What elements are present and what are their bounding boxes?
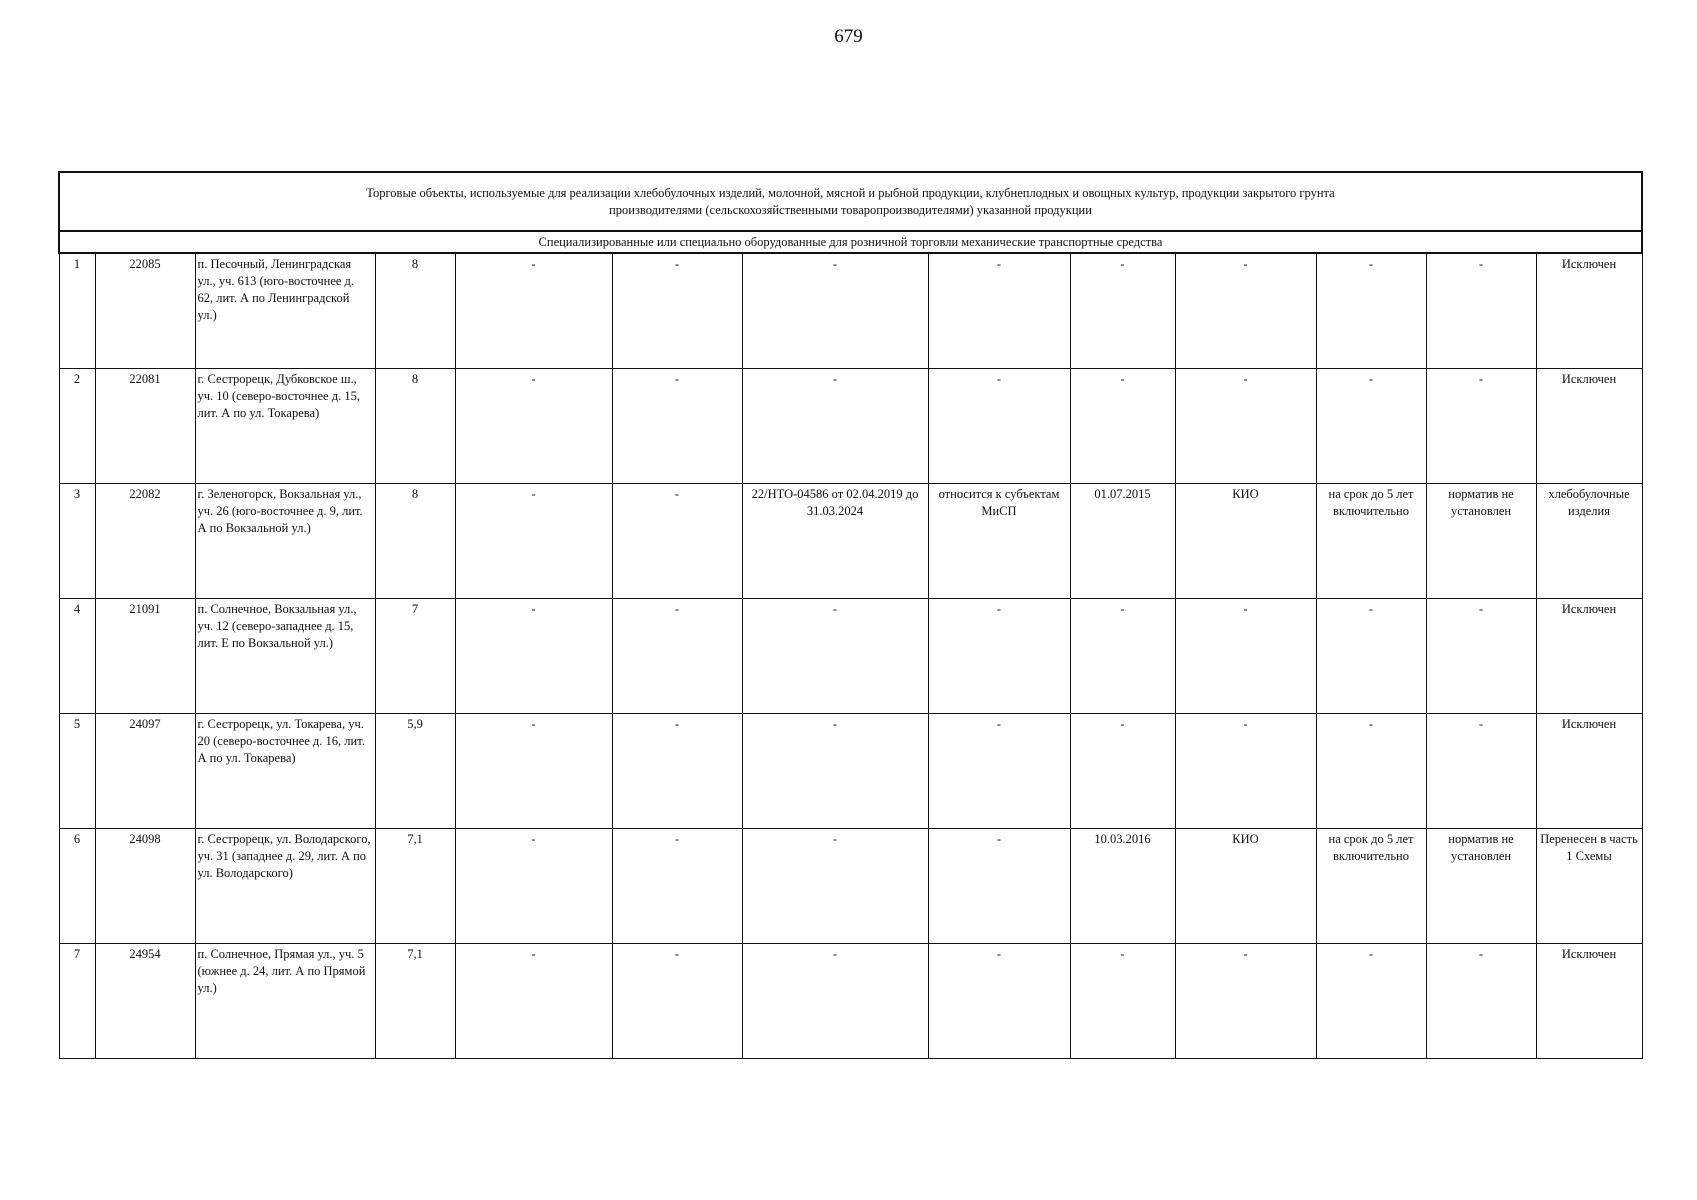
- table-row: [59, 484, 1642, 599]
- address-cell: г. Сестрорецк, ул. Володарского, уч. 31 (западнее д. 29, лит. А по ул. Володарского): [195, 829, 375, 944]
- trade-objects-table: [58, 171, 1643, 1059]
- normative-cell: -: [1426, 599, 1536, 714]
- object-id-cell: 24098: [95, 829, 195, 944]
- contract-cell: -: [742, 829, 928, 944]
- authority-cell: -: [1175, 369, 1316, 484]
- authority-cell: -: [1175, 599, 1316, 714]
- term-cell: -: [1316, 253, 1426, 369]
- contract-cell: 22/НТО-04586 от 02.04.2019 до 31.03.2024: [742, 484, 928, 599]
- status-cell: Исключен: [1536, 369, 1642, 484]
- address-cell: п. Солнечное, Прямая ул., уч. 5 (южнее д. 24, лит. А по Прямой ул.): [195, 944, 375, 1059]
- table-row: [59, 369, 1642, 484]
- row-number-cell: 1: [59, 253, 95, 369]
- msp-status-cell: -: [928, 369, 1070, 484]
- object-id-cell: 24097: [95, 714, 195, 829]
- column-5-cell: -: [455, 484, 612, 599]
- column-6-cell: -: [612, 599, 742, 714]
- status-cell: Исключен: [1536, 253, 1642, 369]
- normative-cell: норматив не установлен: [1426, 484, 1536, 599]
- table-title-line-1: Торговые объекты, используемые для реализации хлебобулочных изделий, молочной, мясной и рыбной продукции, клубнеплодных и овощных культур, продукции закрытого грунта: [366, 185, 1335, 200]
- row-number-cell: 7: [59, 944, 95, 1059]
- area-cell: 5,9: [375, 714, 455, 829]
- area-cell: 8: [375, 369, 455, 484]
- area-cell: 8: [375, 253, 455, 369]
- column-6-cell: -: [612, 944, 742, 1059]
- table-row: [59, 599, 1642, 714]
- msp-status-cell: -: [928, 599, 1070, 714]
- table-row: [59, 714, 1642, 829]
- area-cell: 8: [375, 484, 455, 599]
- address-cell: п. Солнечное, Вокзальная ул., уч. 12 (северо-западнее д. 15, лит. Е по Вокзальной ул.): [195, 599, 375, 714]
- normative-cell: -: [1426, 369, 1536, 484]
- object-id-cell: 22081: [95, 369, 195, 484]
- object-id-cell: 24954: [95, 944, 195, 1059]
- date-cell: 10.03.2016: [1070, 829, 1175, 944]
- column-5-cell: -: [455, 253, 612, 369]
- contract-cell: -: [742, 369, 928, 484]
- date-cell: -: [1070, 369, 1175, 484]
- term-cell: на срок до 5 лет включительно: [1316, 484, 1426, 599]
- column-5-cell: -: [455, 829, 612, 944]
- date-cell: 01.07.2015: [1070, 484, 1175, 599]
- column-6-cell: -: [612, 484, 742, 599]
- status-cell: Исключен: [1536, 714, 1642, 829]
- row-number-cell: 6: [59, 829, 95, 944]
- table-title: [59, 172, 1642, 231]
- address-cell: г. Сестрорецк, ул. Токарева, уч. 20 (северо-восточнее д. 16, лит. А по ул. Токарева): [195, 714, 375, 829]
- row-number-cell: 2: [59, 369, 95, 484]
- msp-status-cell: относится к субъектам МиСП: [928, 484, 1070, 599]
- contract-cell: -: [742, 253, 928, 369]
- column-5-cell: -: [455, 369, 612, 484]
- term-cell: -: [1316, 369, 1426, 484]
- table-row: [59, 253, 1642, 369]
- column-5-cell: -: [455, 599, 612, 714]
- date-cell: -: [1070, 944, 1175, 1059]
- column-6-cell: -: [612, 253, 742, 369]
- date-cell: -: [1070, 599, 1175, 714]
- column-5-cell: -: [455, 944, 612, 1059]
- table-row: [59, 944, 1642, 1059]
- table-subtitle: Специализированные или специально оборудованные для розничной торговли механические транспортные средства: [59, 231, 1642, 253]
- column-5-cell: -: [455, 714, 612, 829]
- authority-cell: -: [1175, 944, 1316, 1059]
- object-id-cell: 21091: [95, 599, 195, 714]
- date-cell: -: [1070, 253, 1175, 369]
- page-number: 679: [834, 26, 863, 47]
- row-number-cell: 5: [59, 714, 95, 829]
- authority-cell: КИО: [1175, 484, 1316, 599]
- table-title-line-2: производителями (сельскохозяйственными товаропроизводителями) указанной продукции: [609, 202, 1092, 217]
- normative-cell: -: [1426, 944, 1536, 1059]
- contract-cell: -: [742, 599, 928, 714]
- address-cell: г. Сестрорецк, Дубковское ш., уч. 10 (северо-восточнее д. 15, лит. А по ул. Токарева): [195, 369, 375, 484]
- area-cell: 7,1: [375, 829, 455, 944]
- status-cell: хлебобулочные изделия: [1536, 484, 1642, 599]
- term-cell: на срок до 5 лет включительно: [1316, 829, 1426, 944]
- object-id-cell: 22085: [95, 253, 195, 369]
- normative-cell: -: [1426, 253, 1536, 369]
- authority-cell: -: [1175, 714, 1316, 829]
- status-cell: Исключен: [1536, 944, 1642, 1059]
- contract-cell: -: [742, 944, 928, 1059]
- term-cell: -: [1316, 599, 1426, 714]
- msp-status-cell: -: [928, 714, 1070, 829]
- term-cell: -: [1316, 944, 1426, 1059]
- object-id-cell: 22082: [95, 484, 195, 599]
- address-cell: п. Песочный, Ленинградская ул., уч. 613 (юго-восточнее д. 62, лит. А по Ленинградской ул.): [195, 253, 375, 369]
- msp-status-cell: -: [928, 253, 1070, 369]
- date-cell: -: [1070, 714, 1175, 829]
- column-6-cell: -: [612, 829, 742, 944]
- row-number-cell: 3: [59, 484, 95, 599]
- column-6-cell: -: [612, 369, 742, 484]
- row-number-cell: 4: [59, 599, 95, 714]
- table-title-row: [59, 172, 1642, 231]
- address-cell: г. Зеленогорск, Вокзальная ул., уч. 26 (юго-восточнее д. 9, лит. А по Вокзальной ул.): [195, 484, 375, 599]
- status-cell: Перенесен в часть 1 Схемы: [1536, 829, 1642, 944]
- msp-status-cell: -: [928, 944, 1070, 1059]
- normative-cell: норматив не установлен: [1426, 829, 1536, 944]
- msp-status-cell: -: [928, 829, 1070, 944]
- status-cell: Исключен: [1536, 599, 1642, 714]
- table-row: [59, 829, 1642, 944]
- normative-cell: -: [1426, 714, 1536, 829]
- column-6-cell: -: [612, 714, 742, 829]
- table-subtitle-row: [59, 231, 1642, 253]
- contract-cell: -: [742, 714, 928, 829]
- authority-cell: -: [1175, 253, 1316, 369]
- authority-cell: КИО: [1175, 829, 1316, 944]
- term-cell: -: [1316, 714, 1426, 829]
- area-cell: 7,1: [375, 944, 455, 1059]
- area-cell: 7: [375, 599, 455, 714]
